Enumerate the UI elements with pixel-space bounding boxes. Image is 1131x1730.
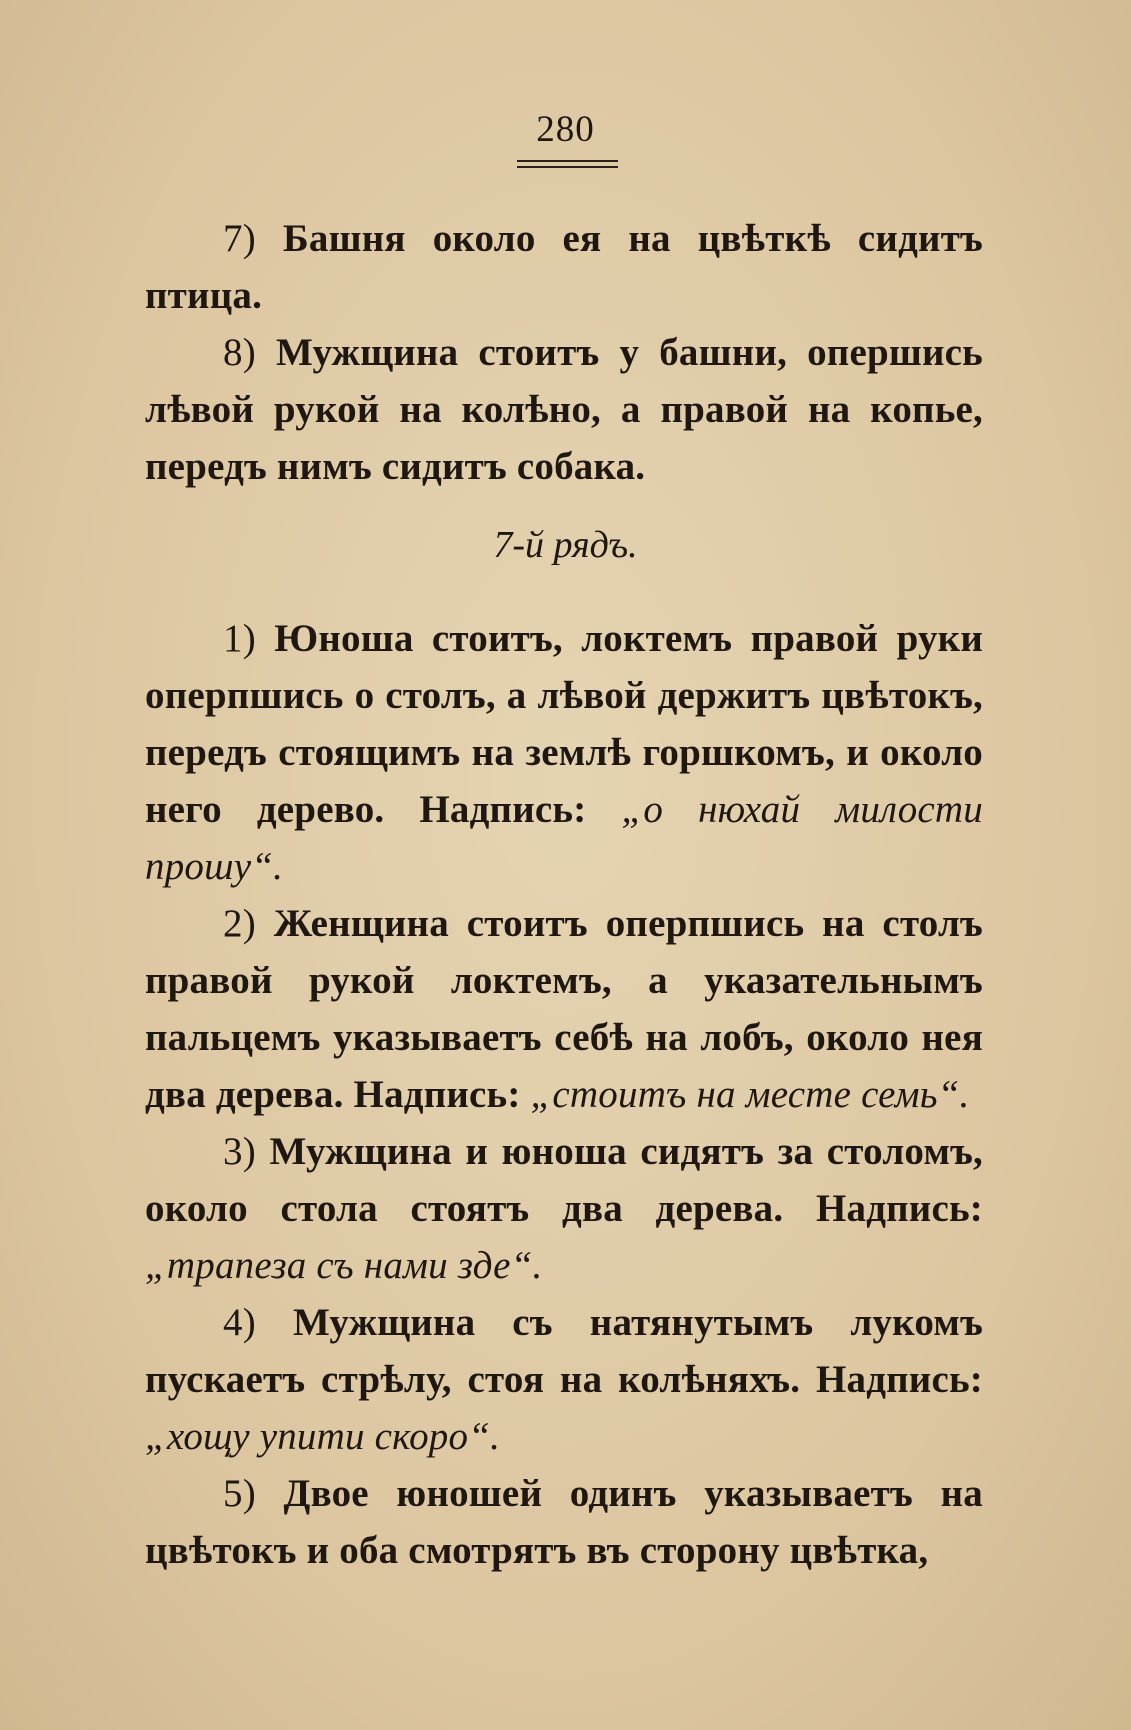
paragraph-1 [145,610,983,895]
paragraph-number: 1) [223,617,256,660]
paragraph-text: Юноша стоитъ, локтемъ правой руки оперпшись о столъ, а лѣвой держитъ цвѣтокъ, передъ стоящимъ на землѣ горшкомъ, и около него дерево. Надпись: [145,617,983,831]
paragraph-number: 4) [223,1301,256,1344]
paragraph-text: Мужщина и юноша сидятъ за столомъ, около стола стоятъ два дерева. Надпись: [145,1130,984,1230]
paragraph-text: Мужщина стоитъ у башни, опершись лѣвой рукой на колѣно, а правой на копье, передъ нимъ сидитъ собака. [145,331,984,488]
header-rule-bottom [517,166,618,168]
inscription-quote: „стоитъ на месте семь“. [530,1073,970,1116]
page-number-container [0,108,1131,152]
paragraph-number: 2) [223,902,256,945]
paragraph-2 [145,895,983,1123]
paragraph-7 [145,210,983,324]
paragraph-number: 7) [223,217,256,260]
text-block-main [145,610,983,1579]
paragraph-text: Мужщина съ натянутымъ лукомъ пускаетъ стрѣлу, стоя на колѣняхъ. Надпись: [145,1301,984,1401]
paragraph-number: 8) [223,331,256,374]
inscription-quote: „трапеза съ нами зде“. [145,1244,543,1287]
paragraph-4 [145,1294,983,1465]
paragraph-number: 5) [223,1472,256,1515]
text-block-top [145,210,983,495]
paragraph-3 [145,1123,983,1294]
page-number: 280 [536,109,595,150]
paragraph-text: Башня около ея на цвѣткѣ сидитъ птица. [145,217,983,317]
header-rule-top [517,160,618,162]
paragraph-text: Двое юношей одинъ указываетъ на цвѣтокъ и оба смотрятъ въ сторону цвѣтка, [145,1472,983,1572]
paragraph-number: 3) [223,1130,256,1173]
inscription-quote: „хощу упити скоро“. [145,1415,501,1458]
inscription-quote: „о нюхай милости прошу“. [145,788,983,888]
paragraph-text: Женщина стоитъ оперпшись на столъ правой рукой локтемъ, а указательнымъ пальцемъ указываетъ себѣ на лобъ, около нея два дерева. Надпись: [145,902,983,1116]
paragraph-8 [145,324,983,495]
paragraph-5 [145,1465,983,1579]
section-heading: 7-й рядъ. [493,524,638,566]
